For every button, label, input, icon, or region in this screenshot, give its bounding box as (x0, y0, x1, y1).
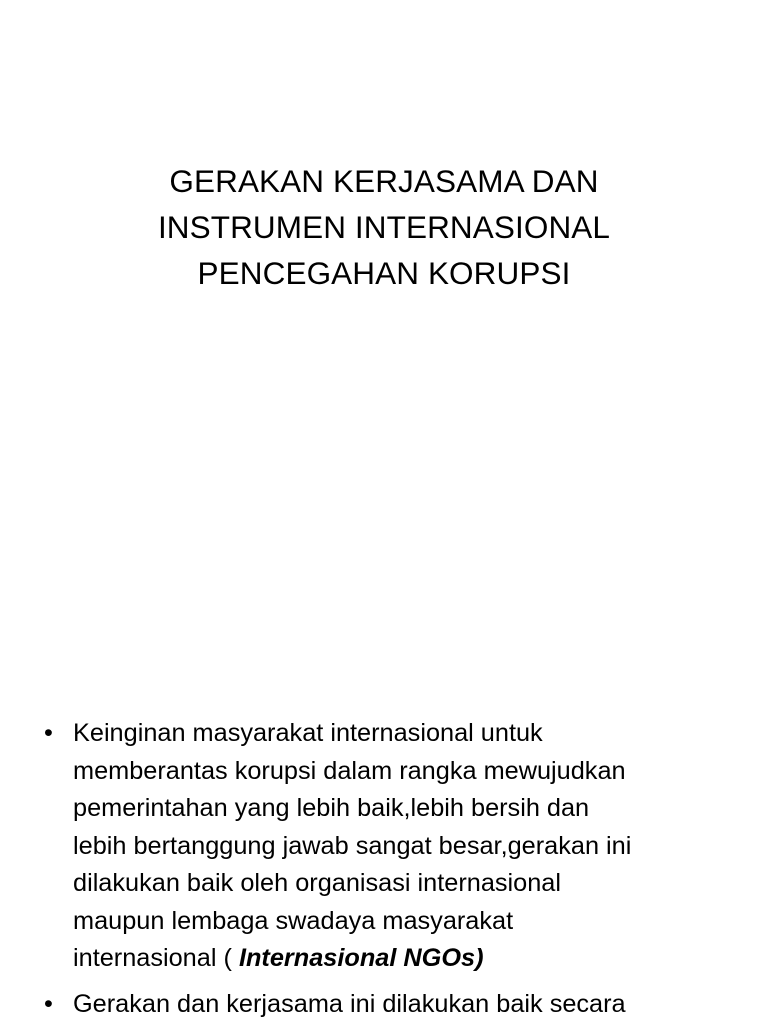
bullet-item (44, 715, 744, 978)
bullet-text-line: pemerintahan yang lebih baik,lebih bersih dan (73, 794, 590, 822)
bullet-text-line: maupun lembaga swadaya masyarakat (73, 906, 514, 935)
bullet-icon: • (44, 989, 53, 1018)
bullet-text-line: Keinginan masyarakat internasional untuk (73, 719, 543, 747)
bullet-icon: • (44, 719, 53, 747)
bullet-text-line: memberantas korupsi dalam rangka mewujudkan (73, 756, 626, 785)
title-line: PENCEGAHAN KORUPSI (197, 255, 571, 291)
bullet-list (44, 715, 744, 1024)
slide-title (60, 158, 708, 296)
bullet-text-line: dilakukan baik oleh organisasi internasional (73, 869, 561, 897)
bullet-text-prefix: internasional ( (73, 944, 239, 972)
content-slide (0, 512, 768, 1024)
bullet-text-line-last (73, 940, 744, 978)
bullet-emphasis: Internasional NGOs) (238, 944, 484, 972)
bullet-text-line: lebih bertanggung jawab sangat besar,gerakan ini (73, 831, 632, 860)
title-line: GERAKAN KERJASAMA DAN (169, 163, 599, 199)
bullet-item (44, 986, 744, 1024)
title-line: INSTRUMEN INTERNASIONAL (157, 209, 611, 245)
bullet-text-line: Gerakan dan kerjasama ini dilakukan baik secara (73, 989, 626, 1018)
